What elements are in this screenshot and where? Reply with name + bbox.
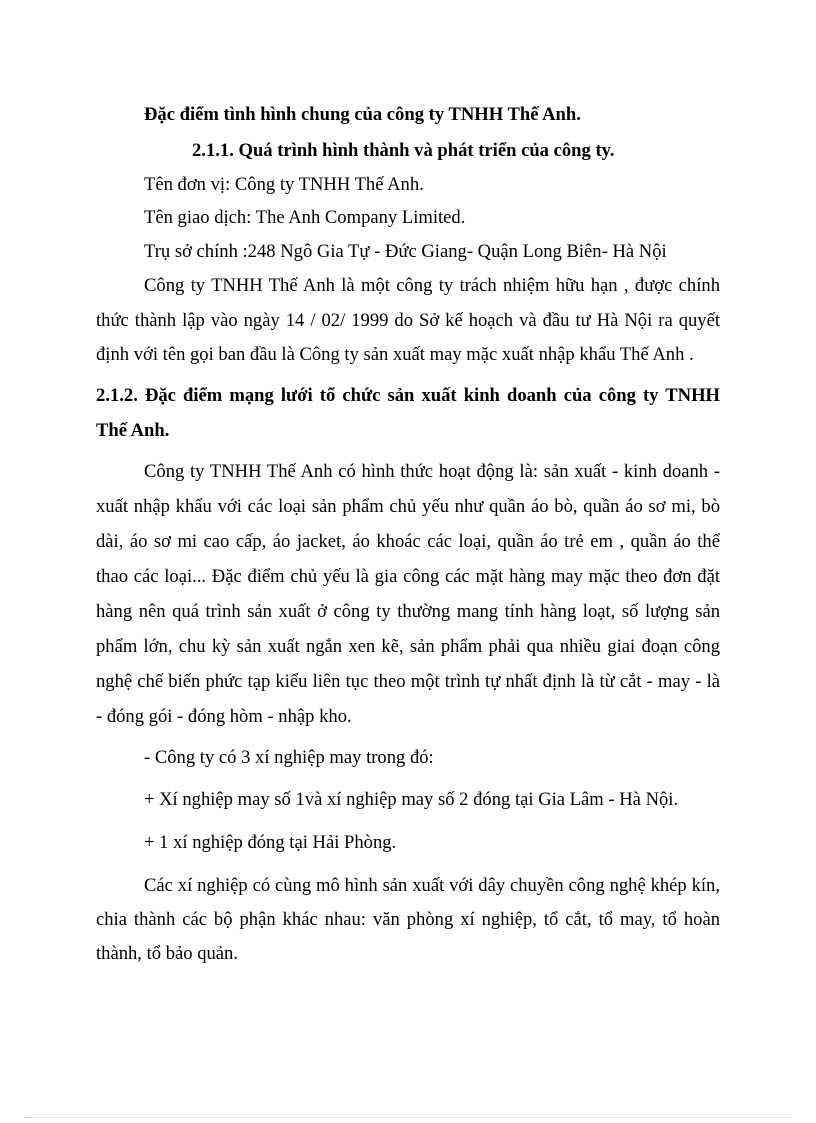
- page-bottom-divider: [24, 1117, 792, 1118]
- document-heading: Đặc điểm tình hình chung của công ty TNHH Thế Anh.: [144, 104, 581, 125]
- factory-list-item: + 1 xí nghiệp đóng tại Hải Phòng.: [144, 832, 397, 853]
- trade-name-line: Tên giao dịch: The Anh Company Limited.: [144, 207, 466, 228]
- operations-paragraph-line: dài, áo sơ mi cao cấp, áo jacket, áo khoác các loại, quần áo trẻ em , quần áo thể: [96, 531, 720, 552]
- structure-paragraph-line: thành, tổ bảo quản.: [96, 943, 239, 964]
- structure-paragraph-line: Các xí nghiệp có cùng mô hình sản xuất với dây chuyền công nghệ khép kín,: [144, 875, 720, 896]
- operations-paragraph-line: thao các loại... Đặc điểm chủ yếu là gia công các mặt hàng may mặc theo đơn đặt: [96, 566, 720, 587]
- operations-paragraph-line: xuất nhập khẩu với các loại sản phẩm chủ yếu như quần áo bò, quần áo sơ mi, bò: [96, 496, 720, 517]
- history-paragraph-line: thức thành lập vào ngày 14 / 02/ 1999 do Sở kế hoạch và đầu tư Hà Nội ra quyết: [96, 310, 720, 331]
- history-paragraph-line: Công ty TNHH Thế Anh là một công ty trách nhiệm hữu hạn , được chính: [144, 275, 720, 296]
- section-2-1-2-title-cont: Thế Anh.: [96, 420, 170, 441]
- history-paragraph-line: định với tên gọi ban đầu là Công ty sản xuất may mặc xuất nhập khẩu Thế Anh .: [96, 344, 694, 365]
- unit-name-line: Tên đơn vị: Công ty TNHH Thế Anh.: [144, 174, 424, 195]
- structure-paragraph-line: chia thành các bộ phận khác nhau: văn phòng xí nghiệp, tổ cắt, tổ may, tổ hoàn: [96, 909, 720, 930]
- operations-paragraph-line: phẩm lớn, chu kỳ sản xuất ngắn xen kẽ, sản phẩm phải qua nhiều giai đoạn công: [96, 636, 720, 657]
- operations-paragraph-line: nghệ chế biến phức tạp kiểu liên tục theo một trình tự nhất định là từ cắt - may - là: [96, 671, 720, 692]
- operations-paragraph-line: - đóng gói - đóng hòm - nhập kho.: [96, 706, 352, 727]
- operations-paragraph-line: hàng nên quá trình sản xuất ở công ty thường mang tính hàng loạt, số lượng sản: [96, 601, 720, 622]
- section-2-1-2-title: 2.1.2. Đặc điểm mạng lưới tổ chức sản xuất kinh doanh của công ty TNHH: [96, 385, 720, 406]
- head-office-line: Trụ sở chính :248 Ngô Gia Tự - Đức Giang- Quận Long Biên- Hà Nội: [144, 241, 667, 262]
- factory-list-intro: - Công ty có 3 xí nghiệp may trong đó:: [144, 747, 434, 768]
- operations-paragraph-line: Công ty TNHH Thế Anh có hình thức hoạt động là: sản xuất - kinh doanh -: [144, 461, 720, 482]
- section-2-1-1-title: 2.1.1. Quá trình hình thành và phát triển của công ty.: [192, 140, 615, 161]
- factory-list-item: + Xí nghiệp may số 1và xí nghiệp may số 2 đóng tại Gia Lâm - Hà Nội.: [144, 789, 679, 810]
